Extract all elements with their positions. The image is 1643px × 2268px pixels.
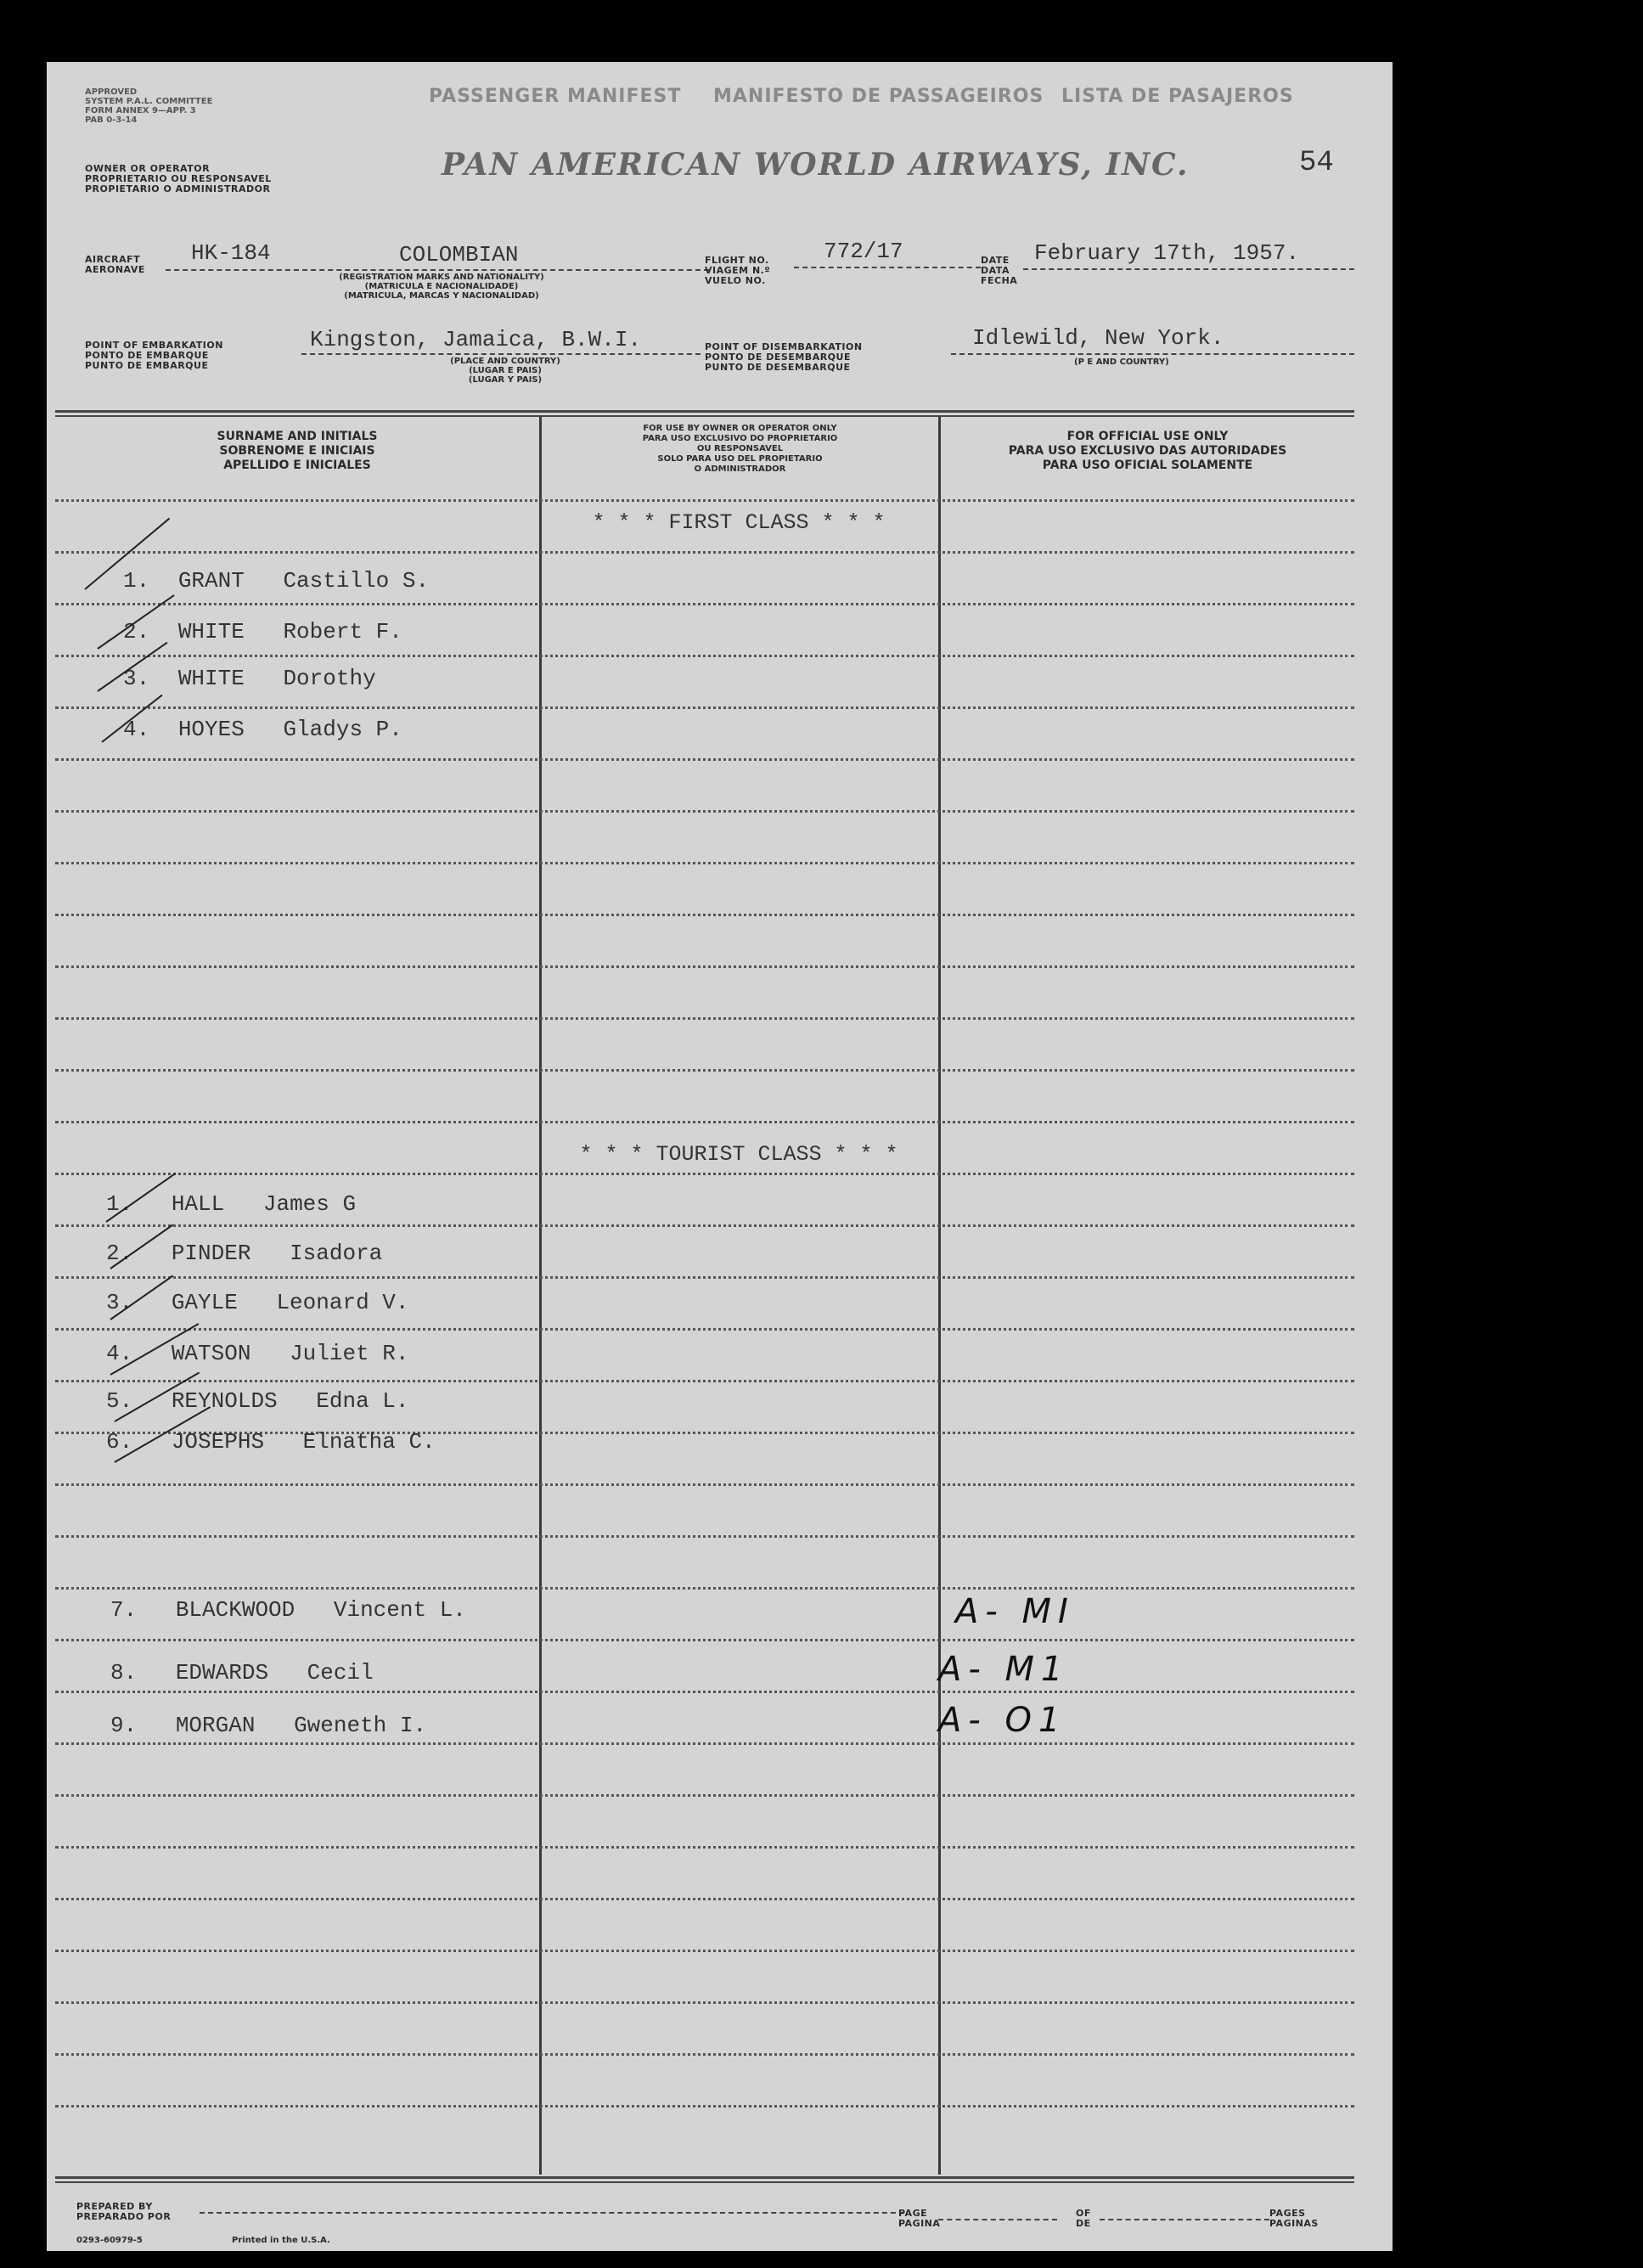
list-item bbox=[106, 1290, 408, 1315]
pages-label-line: PAGES bbox=[1269, 2208, 1306, 2219]
of-label-line: DE bbox=[1076, 2218, 1091, 2229]
date-label-line: DATE bbox=[981, 255, 1010, 266]
given-name: Isadora bbox=[290, 1241, 383, 1266]
approval-line: APPROVED bbox=[85, 87, 138, 97]
page-label-line: PAGE bbox=[898, 2208, 928, 2219]
disembark-label-line: PONTO DE DESEMBARQUE bbox=[705, 352, 851, 363]
col-heading-line: PARA USO EXCLUSIVO DO PROPRIETARIO bbox=[642, 434, 838, 443]
ruled-line bbox=[55, 1639, 1354, 1641]
given-name: James G bbox=[262, 1191, 357, 1217]
ruled-line bbox=[55, 603, 1354, 605]
ruled-line bbox=[55, 1691, 1354, 1693]
registration-caption bbox=[280, 273, 603, 301]
list-item bbox=[110, 1597, 466, 1623]
title-portuguese: MANIFESTO DE PASSAGEIROS bbox=[713, 86, 1044, 107]
ruled-line bbox=[55, 810, 1354, 813]
aircraft-nationality: COLOMBIAN bbox=[399, 242, 519, 267]
ruled-line bbox=[55, 1328, 1354, 1331]
ruled-line bbox=[55, 2105, 1354, 2108]
aircraft-label-line: AERONAVE bbox=[85, 264, 145, 275]
form-number: 0293-60979-5 bbox=[76, 2236, 143, 2245]
given-name: Robert F. bbox=[283, 619, 402, 644]
approval-line: FORM ANNEX 9—APP. 3 bbox=[85, 106, 196, 115]
ruled-line bbox=[55, 1950, 1354, 1952]
embark-label-line: PUNTO DE EMBARQUE bbox=[85, 360, 209, 371]
list-item bbox=[123, 619, 402, 644]
list-item bbox=[123, 717, 402, 742]
surname: WATSON bbox=[171, 1341, 251, 1366]
date-label bbox=[981, 256, 1017, 286]
ruled-line bbox=[55, 2053, 1354, 2056]
embark-caption bbox=[412, 357, 599, 385]
col-heading-official bbox=[941, 430, 1354, 473]
col-heading-line: PARA USO OFICIAL SOLAMENTE bbox=[1042, 459, 1253, 472]
list-item bbox=[106, 1429, 436, 1455]
given-name: Cecil bbox=[307, 1660, 374, 1686]
first-class-heading: * * * FIRST CLASS * * * bbox=[592, 510, 886, 535]
ruled-line bbox=[55, 1535, 1354, 1538]
embark-label bbox=[85, 340, 223, 371]
row-number: 5. bbox=[106, 1388, 133, 1414]
given-name: Vincent L. bbox=[333, 1597, 466, 1623]
ruled-line bbox=[55, 655, 1354, 657]
official-code: A- M1 bbox=[938, 1650, 1070, 1689]
col-heading-owner bbox=[542, 424, 938, 475]
page-number: 54 bbox=[1299, 147, 1334, 179]
disembark-label-line: POINT OF DISEMBARKATION bbox=[705, 341, 863, 352]
row-number: 7. bbox=[110, 1597, 138, 1623]
airline-name: PAN AMERICAN WORLD AIRWAYS, INC. bbox=[442, 147, 1190, 183]
flight-label-line: VUELO NO. bbox=[705, 275, 766, 286]
given-name: Castillo S. bbox=[283, 568, 430, 594]
title-spanish: LISTA DE PASAJEROS bbox=[1061, 86, 1294, 107]
ruled-line bbox=[55, 1017, 1354, 1020]
surname: GAYLE bbox=[171, 1290, 238, 1315]
owner-label-line: PROPIETARIO O ADMINISTRADOR bbox=[85, 183, 271, 194]
pages-label bbox=[1269, 2209, 1319, 2229]
surname: PINDER bbox=[171, 1241, 251, 1266]
ruled-line bbox=[55, 862, 1354, 864]
ruled-line bbox=[55, 1794, 1354, 1797]
given-name: Leonard V. bbox=[276, 1290, 409, 1315]
of-label bbox=[1076, 2209, 1091, 2229]
aircraft-label bbox=[85, 255, 145, 275]
page-label bbox=[898, 2209, 940, 2229]
row-number: 2. bbox=[106, 1241, 133, 1266]
row-number: 4. bbox=[106, 1341, 133, 1366]
list-item bbox=[110, 1660, 374, 1686]
column-divider bbox=[938, 417, 941, 2175]
manifest-sheet bbox=[47, 62, 1393, 2251]
col-heading-line: FOR OFFICIAL USE ONLY bbox=[1066, 430, 1229, 443]
date-label-line: FECHA bbox=[981, 275, 1018, 286]
ruled-line bbox=[55, 965, 1354, 968]
ruled-line bbox=[55, 914, 1354, 916]
caption-line: (REGISTRATION MARKS AND NATIONALITY) bbox=[339, 273, 544, 282]
col-heading-line: APELLIDO E INICIALES bbox=[223, 459, 371, 472]
pages-label-line: PAGINAS bbox=[1269, 2218, 1319, 2229]
ruled-line bbox=[55, 1121, 1354, 1123]
approval-line: SYSTEM P.A.L. COMMITTEE bbox=[85, 97, 213, 106]
ruled-line bbox=[55, 1380, 1354, 1382]
embark-point: Kingston, Jamaica, B.W.I. bbox=[310, 327, 642, 352]
surname: MORGAN bbox=[175, 1713, 256, 1738]
ruled-line bbox=[55, 1846, 1354, 1849]
given-name: Gweneth I. bbox=[294, 1713, 427, 1738]
printed-in: Printed in the U.S.A. bbox=[232, 2236, 330, 2245]
surname: GRANT bbox=[177, 568, 245, 594]
surname: EDWARDS bbox=[175, 1660, 269, 1686]
disembark-label bbox=[705, 342, 863, 373]
disembark-point: Idlewild, New York. bbox=[972, 325, 1224, 351]
row-number: 6. bbox=[106, 1429, 133, 1455]
given-name: Juliet R. bbox=[290, 1341, 409, 1366]
embark-label-line: PONTO DE EMBARQUE bbox=[85, 350, 209, 361]
ruled-line bbox=[55, 499, 1354, 502]
row-number: 4. bbox=[123, 717, 150, 742]
caption-line: (MATRICULA E NACIONALIDADE) bbox=[364, 282, 519, 291]
row-number: 1. bbox=[123, 568, 150, 594]
surname: BLACKWOOD bbox=[175, 1597, 295, 1623]
ruled-line bbox=[55, 706, 1354, 709]
given-name: Edna L. bbox=[316, 1388, 409, 1414]
ruled-line bbox=[55, 1224, 1354, 1227]
ruled-line bbox=[55, 758, 1354, 761]
ruled-line bbox=[55, 1898, 1354, 1900]
aircraft-label-line: AIRCRAFT bbox=[85, 254, 141, 265]
col-heading-line: PARA USO EXCLUSIVO DAS AUTORIDADES bbox=[1008, 444, 1287, 458]
prepared-label-line: PREPARADO POR bbox=[76, 2211, 172, 2222]
approval-block bbox=[85, 87, 212, 125]
col-heading-line: SOBRENOME E INICIAIS bbox=[219, 444, 375, 458]
caption-line: (LUGAR Y PAIS) bbox=[468, 375, 543, 385]
prepared-label bbox=[76, 2202, 171, 2222]
aircraft-registration: HK-184 bbox=[191, 240, 271, 266]
surname: WHITE bbox=[177, 619, 245, 644]
approval-line: PAB 0-3-14 bbox=[85, 115, 138, 125]
caption-line: (PLACE AND COUNTRY) bbox=[450, 357, 560, 366]
flight-label-line: VIAGEM N.º bbox=[705, 265, 771, 276]
col-heading-surname bbox=[55, 430, 539, 473]
list-item bbox=[106, 1241, 382, 1266]
col-heading-line: OU RESPONSAVEL bbox=[696, 444, 784, 453]
surname: REYNOLDS bbox=[171, 1388, 278, 1414]
given-name: Gladys P. bbox=[283, 717, 402, 742]
row-number: 3. bbox=[106, 1290, 133, 1315]
owner-label-line: PROPRIETARIO OU RESPONSAVEL bbox=[85, 173, 272, 184]
list-item bbox=[110, 1713, 426, 1738]
column-divider bbox=[539, 417, 542, 2175]
flight-label bbox=[705, 256, 770, 286]
surname: HALL bbox=[171, 1191, 225, 1217]
list-item bbox=[123, 568, 429, 594]
title-english: PASSENGER MANIFEST bbox=[429, 86, 682, 107]
given-name: Dorothy bbox=[283, 666, 376, 691]
ruled-line bbox=[55, 1276, 1354, 1279]
row-number: 8. bbox=[110, 1660, 138, 1686]
caption-line: (LUGAR E PAIS) bbox=[469, 366, 542, 375]
official-code: A- MI bbox=[955, 1592, 1075, 1631]
row-number: 3. bbox=[123, 666, 150, 691]
ruled-line bbox=[55, 1173, 1354, 1175]
of-label-line: OF bbox=[1076, 2208, 1091, 2219]
list-item bbox=[123, 666, 376, 691]
given-name: Elnatha C. bbox=[302, 1429, 436, 1455]
disembark-label-line: PUNTO DE DESEMBARQUE bbox=[705, 362, 851, 373]
owner-label-line: OWNER OR OPERATOR bbox=[85, 163, 211, 174]
ruled-line bbox=[55, 551, 1354, 554]
ruled-line bbox=[55, 2001, 1354, 2004]
row-number: 2. bbox=[123, 619, 150, 644]
page-label-line: PAGINA bbox=[898, 2218, 941, 2229]
prepared-label-line: PREPARED BY bbox=[76, 2201, 153, 2212]
flight-label-line: FLIGHT NO. bbox=[705, 255, 769, 266]
flight-date: February 17th, 1957. bbox=[1034, 240, 1300, 266]
ruled-line bbox=[55, 1483, 1354, 1486]
official-code: A- O1 bbox=[938, 1701, 1067, 1740]
owner-label bbox=[85, 164, 272, 194]
col-heading-line: SURNAME AND INITIALS bbox=[217, 430, 378, 443]
list-item bbox=[106, 1341, 409, 1366]
caption-line: (MATRICULA, MARCAS Y NACIONALIDAD) bbox=[344, 291, 539, 301]
ruled-line bbox=[55, 1742, 1354, 1745]
col-heading-line: SOLO PARA USO DEL PROPIETARIO bbox=[657, 454, 823, 464]
surname: HOYES bbox=[177, 717, 245, 742]
ruled-line bbox=[55, 1587, 1354, 1590]
row-number: 1. bbox=[106, 1191, 133, 1217]
embark-label-line: POINT OF EMBARKATION bbox=[85, 340, 223, 351]
tourist-class-heading: * * * TOURIST CLASS * * * bbox=[579, 1142, 898, 1167]
row-number: 9. bbox=[110, 1713, 138, 1738]
flight-number: 772/17 bbox=[824, 239, 903, 264]
surname: WHITE bbox=[177, 666, 245, 691]
col-heading-line: O ADMINISTRADOR bbox=[694, 464, 786, 474]
date-label-line: DATA bbox=[981, 265, 1010, 276]
ruled-line bbox=[55, 1069, 1354, 1072]
col-heading-line: FOR USE BY OWNER OR OPERATOR ONLY bbox=[643, 424, 837, 433]
surname: JOSEPHS bbox=[171, 1429, 265, 1455]
disembark-caption: (P E AND COUNTRY) bbox=[1074, 357, 1169, 367]
